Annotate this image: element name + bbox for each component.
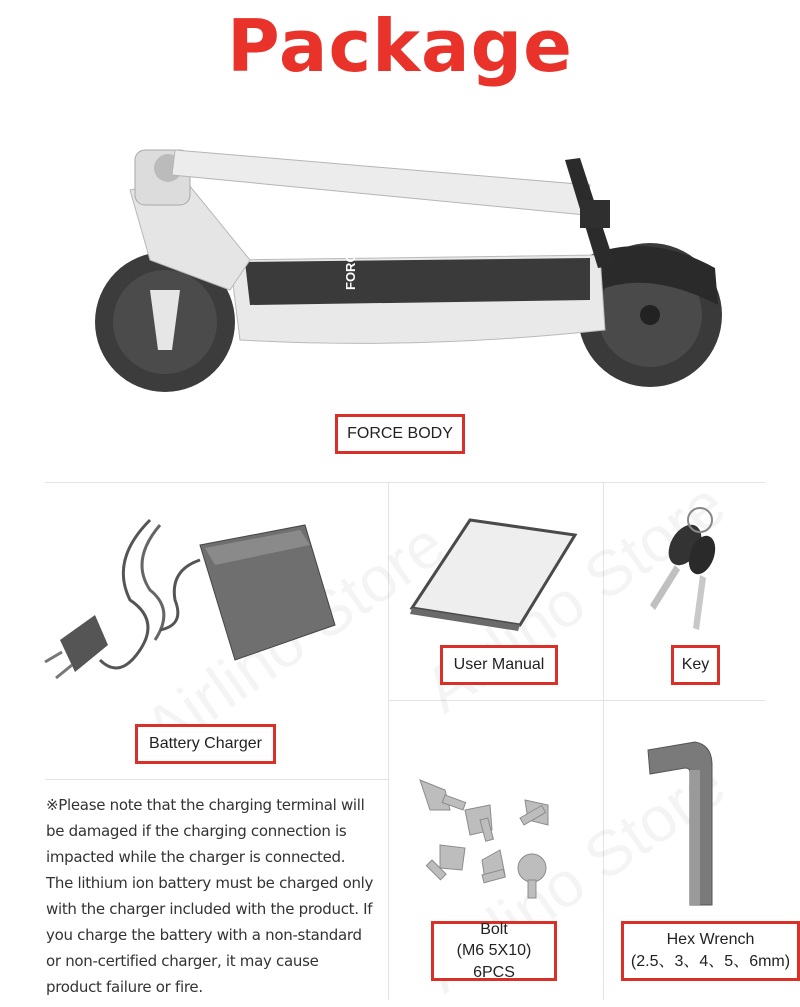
deck-logo: FORCE	[343, 244, 358, 290]
hex-wrench-label-text: Hex Wrench	[666, 931, 755, 949]
bolt-label-text: Bolt	[480, 920, 508, 938]
page-title: Package	[227, 4, 573, 88]
battery-charger-label-text: Battery Charger	[149, 735, 262, 753]
force-body-label-text: FORCE BODY	[347, 425, 453, 443]
user-manual-label-text: User Manual	[453, 656, 545, 674]
hex-wrench-spec-text: (2.5、3、4、5、6mm)	[630, 953, 791, 970]
charging-warning-note: ※Please note that the charging terminal will be damaged if the charging connection is impacted while the charger is connected. The lithium ion battery must be charged only with the charger included with the product. If you charge the battery with a non-standard or non-certified charger, it may cause product failure or fire.	[46, 796, 374, 996]
key-label-text: Key	[681, 656, 710, 674]
hex-wrench-label	[621, 921, 800, 981]
bolt-spec-text: (M6 5X10) 6PCS	[456, 942, 532, 981]
